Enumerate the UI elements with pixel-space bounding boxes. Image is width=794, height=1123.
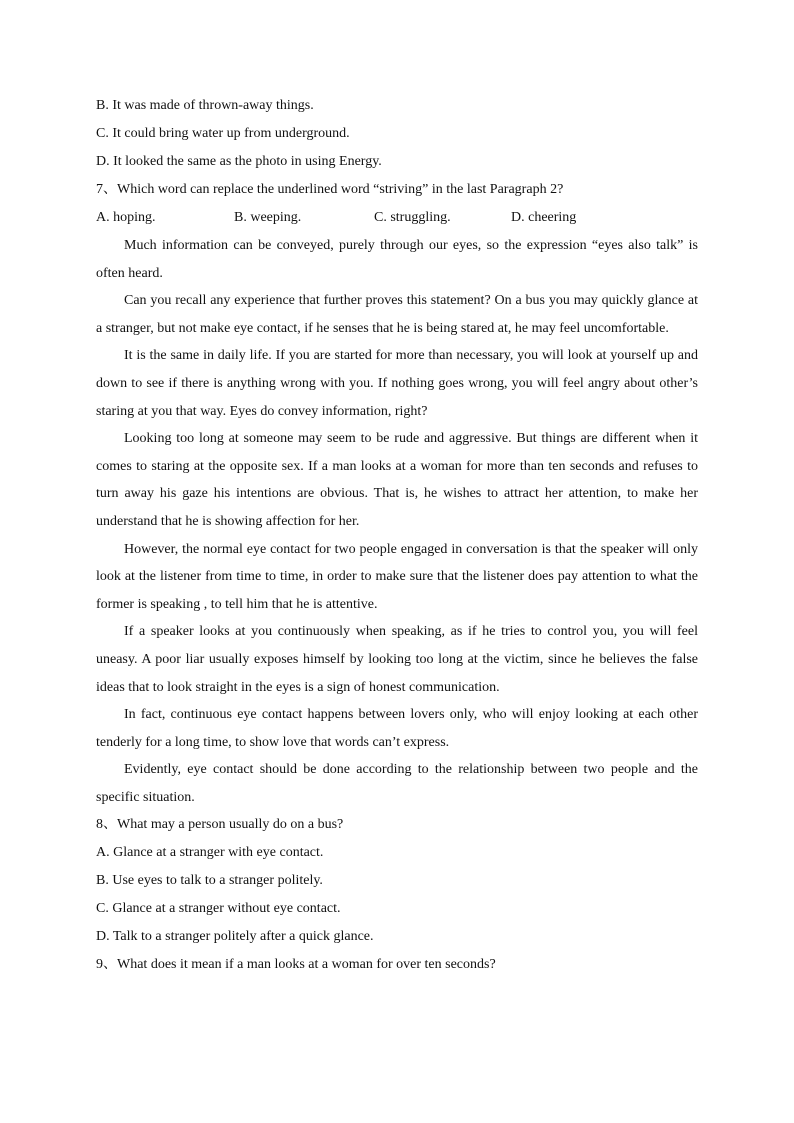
passage-paragraph-6: If a speaker looks at you continuously when speaking, as if he tries to control you, you will feel uneasy. A poor liar usually exposes himself by looking too long at the victim, since he believes the false ideas that to look straight in the eyes is a sign of honest communication. [96, 624, 698, 695]
page-content [96, 92, 698, 979]
question-7: 7、Which word can replace the underlined word “striving” in the last Paragraph 2? [96, 182, 564, 197]
prev-option-b: B. It was made of thrown-away things. [96, 98, 314, 113]
q8-option-d: D. Talk to a stranger politely after a quick glance. [96, 929, 374, 945]
passage-paragraph-2: Can you recall any experience that further proves this statement? On a bus you may quickly glance at a stranger, but not make eye contact, if he senses that he is being stared at, he may feel uncomfortable. [96, 293, 698, 336]
prev-option-d: D. It looked the same as the photo in using Energy. [96, 154, 382, 169]
q7-option-b: B. weeping. [234, 210, 302, 225]
q8-option-a: A. Glance at a stranger with eye contact. [96, 845, 324, 861]
q8-option-c: C. Glance at a stranger without eye contact. [96, 901, 341, 917]
passage-paragraph-4: Looking too long at someone may seem to be rude and aggressive. But things are different when it comes to staring at the opposite sex. If a man looks at a woman for more than ten seconds and refuses to turn away his gaze his intentions are obvious. That is, he wishes to attract her attention, to make her understand that he is showing affection for her. [96, 431, 698, 529]
question-9: 9、What does it mean if a man looks at a woman for over ten seconds? [96, 957, 496, 973]
question-8: 8、What may a person usually do on a bus? [96, 817, 344, 833]
q7-option-d: D. cheering [511, 210, 577, 225]
passage-paragraph-1: Much information can be conveyed, purely through our eyes, so the expression “eyes also talk” is often heard. [96, 238, 698, 281]
passage-paragraph-5: However, the normal eye contact for two people engaged in conversation is that the speaker will only look at the listener from time to time, in order to make sure that the listener does pay attention to what the former is speaking , to tell him that he is attentive. [96, 541, 698, 612]
passage-paragraph-3: It is the same in daily life. If you are started for more than necessary, you will look at yourself up and down to see if there is anything wrong with you. If nothing goes wrong, you will feel angry about other’s staring at you that way. Eyes do convey information, right? [96, 348, 698, 419]
question-7-options [96, 204, 698, 232]
passage [96, 232, 698, 811]
q7-option-c: C. struggling. [374, 210, 451, 225]
passage-paragraph-7: In fact, continuous eye contact happens between lovers only, who will enjoy looking at each other tenderly for a long time, to show love that words can’t express. [96, 707, 698, 750]
passage-paragraph-8: Evidently, eye contact should be done according to the relationship between two people and the specific situation. [96, 762, 698, 805]
q7-option-a: A. hoping. [96, 210, 156, 225]
prev-option-c: C. It could bring water up from underground. [96, 126, 350, 141]
q8-option-b: B. Use eyes to talk to a stranger politely. [96, 873, 323, 889]
